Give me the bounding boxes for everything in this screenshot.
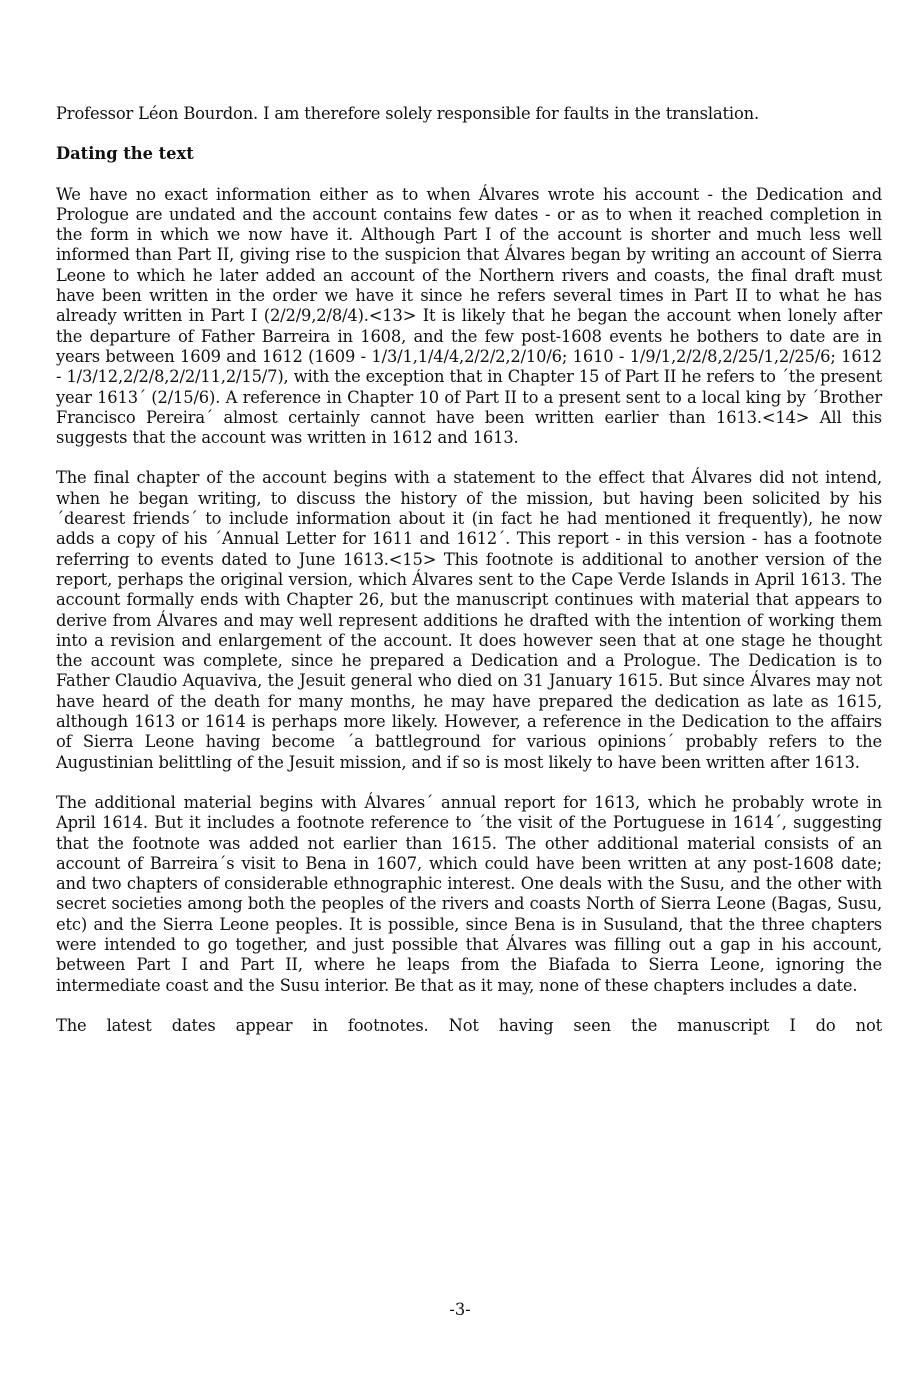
spacer — [56, 165, 882, 185]
page-body — [56, 104, 882, 1354]
section-heading: Dating the text — [56, 144, 194, 164]
page-number: -3- — [449, 1300, 471, 1319]
spacer — [56, 124, 882, 144]
spacer — [56, 773, 882, 793]
paragraph-dating-2: The final chapter of the account begins with a statement to the effect that Álvares did not intend, when he began writing, to discuss the history of the mission, but having been solicited by his ´dearest friends´ to include information about it (in fact he had mentioned it frequently), he now adds a copy of his ´Annual Letter for 1611 and 1612´. This report - in this version - has a footnote referring to events dated to June 1613.<15> This footnote is additional to another version of the report, perhaps the original version, which Álvares sent to the Cape Verde Islands in April 1613. The account formally ends with Chapter 26, but the manuscript continues with material that appears to derive from Álvares and may well represent additions he drafted with the intention of working them into a revision and enlargement of the account. It does however seen that at one stage he thought the account was complete, since he prepared a Dedication and a Prologue. The Dedication is to Father Claudio Aquaviva, the Jesuit general who died on 31 January 1615. But since Álvares may not have heard of the death for many months, he may have prepared the dedication as late as 1615, although 1613 or 1614 is perhaps more likely. However, a reference in the Dedication to the affairs of Sierra Leone having become ´a battleground for various opinions´ probably refers to the Augustinian belittling of the Jesuit mission, and if so is most likely to have been written after 1613. — [56, 468, 882, 772]
paragraph-dating-4: The latest dates appear in footnotes. Not having seen the manuscript I do not — [56, 1015, 882, 1035]
paragraph-dating-1: We have no exact information either as to when Álvares wrote his account - the Dedication and Prologue are undated and the account contains few dates - or as to when it reached completion in the form in which we now have it. Although Part I of the account is shorter and much less well informed than Part II, giving rise to the suspicion that Álvares began by writing an account of Sierra Leone to which he later added an account of the Northern rivers and coasts, the final draft must have been written in the order we have it since he refers several times in Part II to what he has already written in Part I (2/2/9,2/8/4).<13> It is likely that he began the account when lonely after the departure of Father Barreira in 1608, and the few post-1608 events he bothers to date are in years between 1609 and 1612 (1609 - 1/3/1,1/4/4,2/2/2,2/10/6; 1610 - 1/9/1,2/2/8,2/25/1,2/25/6; 1612 - 1/3/12,2/2/8,2/2/11,2/15/7), with the exception that in Chapter 15 of Part II he refers to ´the present year 1613´ (2/15/6). A reference in Chapter 10 of Part II to a present sent to a local king by ´Brother Francisco Pereira´ almost certainly cannot have been written earlier than 1613.<14> All this suggests that the account was written in 1612 and 1613. — [56, 184, 882, 448]
spacer — [56, 996, 882, 1016]
spacer — [56, 448, 882, 468]
intro-paragraph: Professor Léon Bourdon. I am therefore solely responsible for faults in the translation. — [56, 104, 759, 123]
paragraph-dating-3: The additional material begins with Álvares´ annual report for 1613, which he probably wrote in April 1614. But it includes a footnote reference to ´the visit of the Portuguese in 1614´, suggesting that the footnote was added not earlier than 1615. The other additional material consists of an account of Barreira´s visit to Bena in 1607, which could have been written at any post-1608 date; and two chapters of considerable ethnographic interest. One deals with the Susu, and the other with secret societies among both the peoples of the rivers and coasts North of Sierra Leone (Bagas, Susu, etc) and the Sierra Leone peoples. It is possible, since Bena is in Susuland, that the three chapters were intended to go together, and just possible that Álvares was filling out a gap in his account, between Part I and Part II, where he leaps from the Biafada to Sierra Leone, ignoring the intermediate coast and the Susu interior. Be that as it may, none of these chapters includes a date. — [56, 792, 882, 995]
